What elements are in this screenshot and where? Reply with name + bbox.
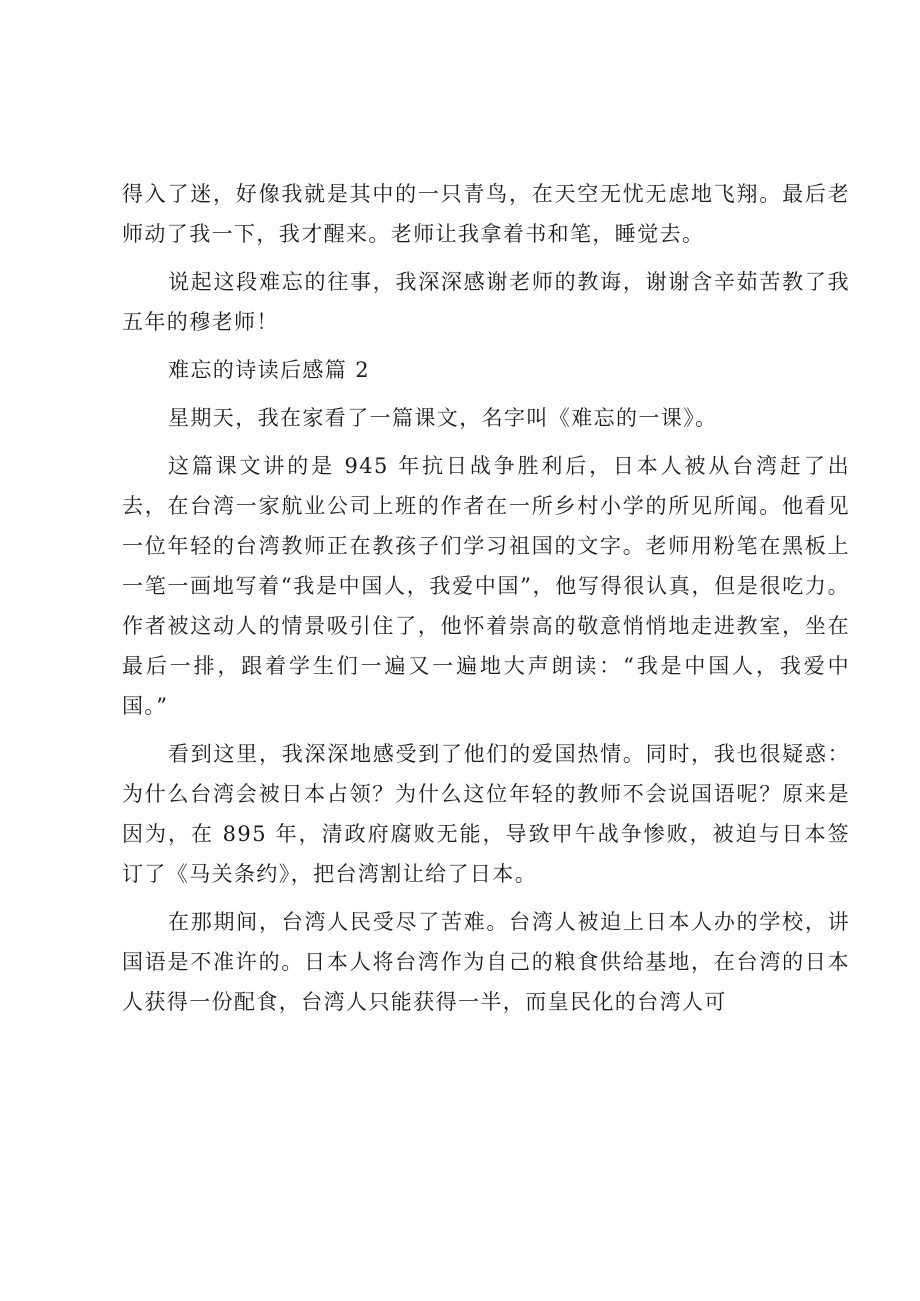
paragraph-intro: 星期天，我在家看了一篇课文，名字叫《难忘的一课》。: [168, 406, 718, 430]
paragraph-summary: 这篇课文讲的是 945 年抗日战争胜利后，日本人被从台湾赶了出去，在台湾一家航业公司上班的作者在一所乡村小学的所见所闻。他看见一位年轻的台湾教师正在教孩子们学习祖国的文字。老师用粉笔在黑板上一笔一画地写着“我是中国人，我爱中国”，他写得很认真，但是很吃力。作者被这动人的情景吸引住了，他怀着崇高的敬意悄悄地走进教室，坐在最后一排，跟着学生们一遍又一遍地大声朗读：“我是中国人，我爱中国。”: [122, 454, 850, 718]
paragraph-reflection: 看到这里，我深深地感受到了他们的爱国热情。同时，我也很疑惑：为什么台湾会被日本占领？为什么这位年轻的教师不会说国语呢？原来是因为，在 895 年，清政府腐败无能，导致甲午战争惨败，被迫与日本签订了《马关条约》，把台湾割让给了日本。: [122, 742, 850, 886]
document-body: [122, 174, 850, 1030]
section-heading: 难忘的诗读后感篇 2: [168, 358, 371, 382]
paragraph-gratitude: 说起这段难忘的往事，我深深感谢老师的教诲，谢谢含辛茹苦教了我五年的穆老师！: [122, 270, 850, 334]
paragraph-history: 在那期间，台湾人民受尽了苦难。台湾人被迫上日本人办的学校，讲国语是不准许的。日本人将台湾作为自己的粮食供给基地，在台湾的日本人获得一份配食，台湾人只能获得一半，而皇民化的台湾人可: [122, 910, 850, 1014]
paragraph-continuation: 得入了迷，好像我就是其中的一只青鸟，在天空无忧无虑地飞翔。最后老师动了我一下，我才醒来。老师让我拿着书和笔，睡觉去。: [122, 182, 850, 246]
